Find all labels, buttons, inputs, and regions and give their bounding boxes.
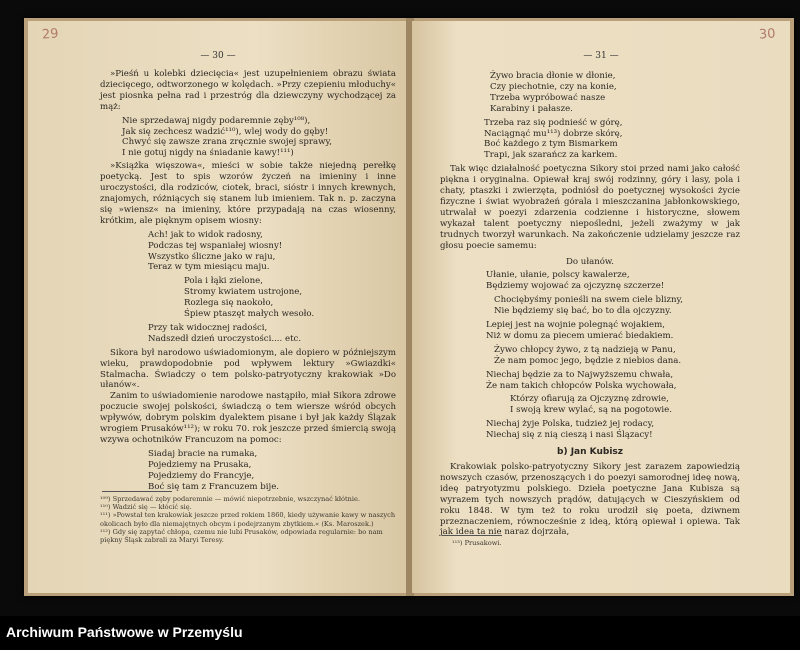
verse-line: Ułanie, ułanie, polscy kawalerze, bbox=[486, 270, 630, 281]
right-page-number: — 31 — bbox=[583, 51, 619, 61]
verse-line: Że nam pomoc jego, będzie z niebios dana. bbox=[494, 355, 682, 366]
verse-line: Pojedziemy do Francyje, bbox=[148, 470, 255, 481]
archive-name: Archiwum Państwowe w Przemyślu bbox=[6, 624, 243, 640]
right-footnotes bbox=[452, 539, 732, 547]
left-pencil-number: 29 bbox=[41, 26, 60, 43]
verse-line: Że nam takich chłopców Polska wychowała, bbox=[486, 380, 677, 391]
left-page bbox=[28, 21, 408, 593]
verse-line: Żywo bracia dłonie w dłonie, bbox=[490, 71, 616, 81]
verse-line: I nie gotuj nigdy na śniadanie kawy!¹¹¹) bbox=[122, 148, 294, 159]
left-verse-3 bbox=[184, 276, 396, 320]
verse-line: Niechaj będzie za to Najwyższemu chwała, bbox=[486, 369, 674, 380]
verse-line: I swoją krew wylać, są na pogotowie. bbox=[510, 405, 672, 416]
verse-line: Pola i łąki zielone, bbox=[184, 276, 263, 287]
verse-line: Chociębyśmy ponieśli na swem ciele blizny, bbox=[494, 295, 683, 306]
verse-line: Niż w domu za piecem umierać biedakiem. bbox=[486, 330, 674, 341]
right-verse-3 bbox=[486, 270, 740, 292]
verse-line: Stromy kwiatem ustrojone, bbox=[184, 287, 303, 298]
left-paragraph-3: Sikora był narodowo uświadomionym, ale dopiero w późniejszym wieku, prawdopodobnie pod wpływem lektury »Gwiazdki« Stalmacha. Świadczy o tem polsko-patryotyczny krakowiak »Do ułanów«. bbox=[100, 347, 396, 391]
right-verse-8 bbox=[510, 394, 740, 416]
verse-line: Trzeba raz się podnieść w górę, bbox=[484, 117, 623, 128]
verse-line: Przy tak widocznej radości, bbox=[148, 322, 268, 333]
right-pencil-number: 30 bbox=[758, 26, 777, 43]
left-paragraph-2: »Książka więszowa«, mieści w sobie także niejedną perełkę poetycką. Jest to spis wzorów życzeń na imieniny i inne uroczystości, dla rodziców, ciotek, braci, sióstr i innych krewnych, znajomych, różniących się stanem lub imieniem. Tak n. p. zaczyna się »wiensz« na imieniny, które przypadają na czas wiosenny, krótkim, ale pięknym opisem wiosny: bbox=[100, 161, 396, 226]
verse-line: Wszystko śliczne jako w raju, bbox=[148, 251, 276, 262]
left-paragraph-4: Zanim to uświadomienie narodowe nastąpiło, miał Sikora zdrowe poczucie swojej polskości, świadczą o tem wiersze wśród obcych wpływów, dobrym polskim dyalektem pisane i był jak każdy Ślązak wrogiem Prusaków¹¹²); w roku 70. rok jeszcze przed śmiercią swoją wzywa ochotników Francuzom na pomoc: bbox=[100, 391, 396, 445]
right-verse-6 bbox=[494, 345, 740, 367]
right-verse-7 bbox=[486, 370, 740, 392]
left-verse-4 bbox=[148, 323, 396, 345]
left-verse-5 bbox=[148, 449, 396, 493]
right-verse-9 bbox=[486, 419, 740, 441]
footnote: ¹¹³) Prusakowi. bbox=[452, 539, 502, 547]
poem-title: Do ułanów. bbox=[565, 256, 615, 267]
right-footnote-rule bbox=[442, 535, 502, 536]
verse-line: Boć każdego z tym Bismarkem bbox=[484, 139, 618, 150]
verse-line: Trzeba wypróbować nasze bbox=[490, 92, 606, 103]
verse-line: Będziemy wojować za ojczyznę szczerze! bbox=[486, 281, 665, 292]
verse-line: Teraz w tym miesiącu maju. bbox=[148, 262, 270, 273]
right-paragraph-1: Tak więc działalność poetyczna Sikory stoi przed nami jako całość piękna i oryginalna. Opiewał kraj swój rodzinny, góry i lasy, pola i chaty, ptaszki i zwierzęta, podniósł do poetycznej wysokości życie fizyczne i świat wyobrażeń górala i mieszczanina jabłonkowskiego, utrwalał w poezyi zdarzenia codzienne i historyczne, słowem wykazał talent poetyczny niepośledni, jeżeli zważymy w jak trudnych tworzył warunkach. Na zakończenie udzielamy jeszcze raz głosu poecie samemu: bbox=[440, 164, 740, 251]
verse-line: Pojedziemy na Prusaka, bbox=[148, 459, 252, 470]
verse-line: Naciągnąć mu¹¹³) dobrze skórę, bbox=[484, 128, 623, 139]
verse-line: Trapi, jak szarańcz za karkem. bbox=[484, 150, 618, 161]
right-verse-5 bbox=[486, 320, 740, 342]
verse-line: Czy piechotnie, czy na konie, bbox=[490, 81, 617, 92]
section-heading: b) Jan Kubisz bbox=[557, 447, 623, 458]
verse-line: Ach! jak to widok radosny, bbox=[148, 229, 263, 240]
archive-footer bbox=[0, 616, 800, 650]
verse-line: Nadszedł dzień uroczystości.... etc. bbox=[148, 333, 302, 344]
left-text-block bbox=[100, 69, 396, 493]
verse-line: Jak się zechcesz wadzić¹¹⁰), wlej wody do gęby! bbox=[122, 126, 329, 137]
footnote: ¹¹²) Gdy się zapytać chłopa, czemu nie lubi Prusaków, odpowiada regularnie: bo nam piękny Śląsk zabrali za Maryi Teresy. bbox=[100, 527, 383, 545]
verse-line: Śpiew ptaszęt małych wesoło. bbox=[184, 309, 315, 320]
verse-line: Żywo chłopcy żywo, z tą nadzieją w Panu, bbox=[494, 344, 676, 355]
verse-line: Lepiej jest na wojnie polegnąć wojakiem, bbox=[486, 320, 666, 331]
right-page bbox=[412, 21, 790, 593]
footnote: ¹¹⁰) Wadzić się — kłócić się. bbox=[100, 503, 192, 512]
verse-line: Niechaj żyje Polska, tudzież jej rodacy, bbox=[486, 419, 655, 430]
right-verse-1 bbox=[490, 71, 740, 115]
footnote: ¹⁰⁹) Sprzedawać zęby podaremnie — mówić niepotrzebnie, wszczynać kłótnie. bbox=[100, 495, 361, 503]
right-verse-2 bbox=[484, 118, 740, 162]
left-paragraph-1: »Pieśń u kolebki dziecięcia« jest uzupełnieniem obrazu świata dziecięcego, odtworzonego w kolędach. »Przy czepieniu młoduchy« jest piosnka pełna rad i przestróg dla dziewczyny wychodzącej za mąż: bbox=[100, 69, 396, 112]
left-footnote-rule bbox=[102, 491, 172, 492]
left-page-number: — 30 — bbox=[200, 51, 236, 61]
right-paragraph-2: Krakowiak polsko-patryotyczny Sikory jest zarazem zapowiedzią nowszych czasów, przenoszących i do poezyi samorodnej ideę nową, ideę patryotyzmu polskiego. Dzieła poetyczne Jana Kubisza są wyrazem tych nowszych prądów, datujących w Cieszyńskiem od roku 1848. W tym też to roku urodził się poeta, dziwnem przeznaczeniem, równocześnie z ideą, którą opiewał i opiewa. Tak jak idea ta nie naraz dojrzała, bbox=[440, 462, 740, 538]
verse-line: Chwyć się zawsze zrana zręcznie swojej sprawy, bbox=[122, 137, 332, 148]
verse-line: Nie sprzedawaj nigdy podaremnie zęby¹⁰⁸), bbox=[122, 115, 311, 126]
verse-line: Rozlega się naokoło, bbox=[184, 298, 274, 309]
footnote: ¹¹¹) »Powstał ten krakowiak jeszcze przed rokiem 1860, kiedy używanie kawy w naszych okolicach było dla niemajętnych obcym i podejrzanym zbytkiem.« (Ks. Maroszek.) bbox=[100, 511, 396, 528]
verse-line: Karabiny i pałasze. bbox=[490, 103, 573, 114]
verse-line: Którzy ofiarują za Ojczyznę zdrowie, bbox=[510, 394, 669, 405]
verse-line: Podczas tej wspaniałej wiosny! bbox=[148, 240, 283, 251]
left-verse-1 bbox=[122, 116, 396, 160]
right-verse-4 bbox=[494, 295, 740, 317]
verse-line: Boć się tam z Francuzem bije. bbox=[148, 481, 280, 492]
verse-line: Niechaj się z nią cieszą i nasi Ślązacy! bbox=[486, 430, 653, 441]
left-verse-2 bbox=[148, 230, 396, 274]
left-footnotes bbox=[100, 495, 396, 544]
right-text-block bbox=[440, 71, 740, 538]
book-spread bbox=[24, 18, 794, 596]
verse-line: Siadaj bracie na rumaka, bbox=[148, 448, 258, 459]
verse-line: Nie będziemy się bać, bo to dla ojczyzny. bbox=[494, 306, 672, 317]
